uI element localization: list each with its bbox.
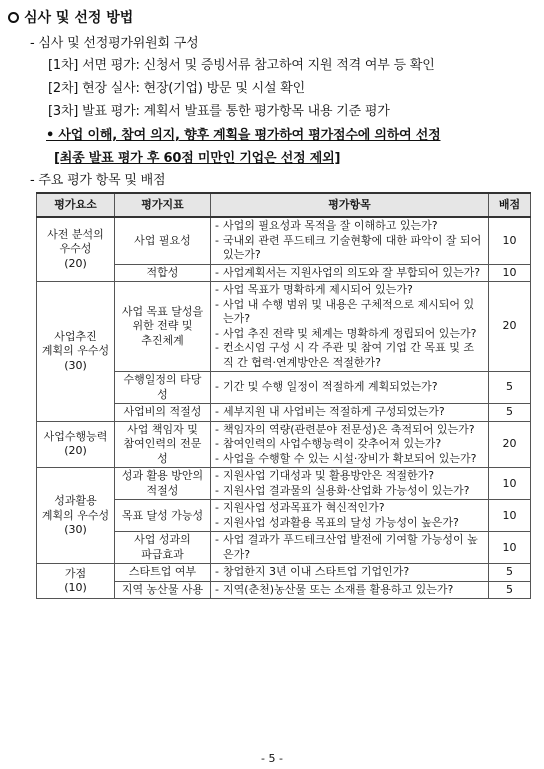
table-body — [37, 217, 531, 599]
evaluation-score: 10 — [489, 468, 531, 500]
dash-bullet-icon: - — [215, 326, 219, 340]
evaluation-indicator: 스타트업 여부 — [115, 564, 211, 582]
dash-bullet-icon: - — [215, 582, 219, 596]
dash-bullet-icon: - — [215, 422, 219, 436]
evaluation-table — [36, 192, 531, 599]
evaluation-element: 가점 (10) — [37, 564, 115, 599]
evaluation-item — [215, 266, 484, 281]
evaluation-item-text: 사업의 필요성과 목적을 잘 이해하고 있는가? — [222, 219, 438, 232]
evaluation-item-text: 창업한지 3년 이내 스타트업 기업인가? — [222, 565, 410, 579]
evaluation-items — [211, 500, 489, 532]
dash-bullet-icon: - — [215, 265, 219, 279]
evaluation-item — [215, 219, 484, 234]
evaluation-score: 5 — [489, 581, 531, 599]
evaluation-score: 10 — [489, 532, 531, 564]
evaluation-item — [215, 327, 484, 342]
evaluation-indicator: 사업비의 적절성 — [115, 404, 211, 422]
stage1-line: [1차] 서면 평가: 신청서 및 증빙서류 참고하여 지원 적격 여부 등 확인 — [48, 58, 435, 73]
evaluation-indicator: 사업 필요성 — [115, 217, 211, 264]
evaluation-item-text: 사업 내 수행 범위 및 내용은 구체적으로 제시되어 있는가? — [222, 297, 475, 326]
evaluation-item — [215, 484, 484, 499]
evaluation-item-text: 사업 추진 전략 및 체계는 명확하게 정립되어 있는가? — [222, 326, 477, 340]
evaluation-item-text: 사업계획서는 지원사업의 의도와 잘 부합되어 있는가? — [222, 265, 481, 279]
evaluation-item — [215, 298, 484, 327]
table-row — [37, 282, 531, 372]
dash-bullet-icon: - — [215, 437, 219, 451]
evaluation-item-text: 지원사업 기대성과 및 활용방안은 적절한가? — [222, 469, 435, 483]
evaluation-indicator: 사업 목표 달성을 위한 전략 및 추진체계 — [115, 282, 211, 372]
evaluation-item-text: 지원사업 결과물의 실용화·산업화 가능성이 있는가? — [222, 483, 470, 497]
evaluation-item-text: 국내외 관련 푸드테크 기술현황에 대한 파악이 잘 되어 있는가? — [222, 233, 482, 262]
evaluation-items — [211, 282, 489, 372]
evaluation-item — [215, 234, 484, 263]
dash-bullet-icon: - — [215, 380, 219, 394]
evaluation-item — [215, 516, 484, 531]
evaluation-item-text: 책임자의 역량(관련분야 전문성)은 축적되어 있는가? — [222, 422, 475, 436]
evaluation-item — [215, 437, 484, 452]
evaluation-score: 5 — [489, 564, 531, 582]
evaluation-item-text: 사업 결과가 푸드테크산업 발전에 기여할 가능성이 높은가? — [222, 533, 478, 561]
committee-line: - 심사 및 선정평가위원회 구성 — [30, 36, 199, 51]
header-element: 평가요소 — [37, 193, 115, 217]
table-row — [37, 468, 531, 500]
evaluation-score: 5 — [489, 404, 531, 422]
evaluation-indicator: 적합성 — [115, 264, 211, 282]
stage3-line: [3차] 발표 평가: 계획서 발표를 통한 평가항목 내용 기준 평가 — [48, 104, 390, 119]
evaluation-item — [215, 283, 484, 298]
table-header-row — [37, 193, 531, 217]
evaluation-element: 성과활용 계획의 우수성 (30) — [37, 468, 115, 564]
evaluation-score: 10 — [489, 264, 531, 282]
evaluation-item-text: 지원사업 성과활용 목표의 달성 가능성이 높은가? — [222, 515, 459, 529]
header-score: 배점 — [489, 193, 531, 217]
header-items: 평가항목 — [211, 193, 489, 217]
evaluation-items — [211, 372, 489, 404]
evaluation-indicator: 성과 활용 방안의 적절성 — [115, 468, 211, 500]
selection-criteria-line: • 사업 이해, 참여 의지, 향후 계획을 평가하여 평가점수에 의하여 선정 — [46, 128, 441, 143]
evaluation-items — [211, 468, 489, 500]
dash-bullet-icon: - — [215, 483, 219, 497]
dash-bullet-icon: - — [215, 405, 219, 419]
circle-bullet-icon — [8, 12, 19, 23]
evaluation-score: 20 — [489, 282, 531, 372]
section-heading — [8, 7, 133, 27]
evaluation-items — [211, 421, 489, 468]
dash-bullet-icon: - — [215, 297, 219, 311]
evaluation-items — [211, 217, 489, 264]
table-row — [37, 564, 531, 582]
evaluation-element: 사업수행능력 (20) — [37, 421, 115, 468]
dash-bullet-icon: - — [215, 219, 219, 232]
evaluation-item-text: 컨소시엄 구성 시 각 주관 및 참여 기업 간 목표 및 조직 간 협력·연계방안은 적절한가? — [222, 341, 474, 369]
evaluation-items — [211, 581, 489, 599]
evaluation-items — [211, 264, 489, 282]
evaluation-item — [215, 380, 484, 395]
evaluation-item-text: 참여인력의 사업수행능력이 갖추어져 있는가? — [222, 437, 442, 451]
dash-bullet-icon: - — [215, 515, 219, 529]
dash-bullet-icon: - — [215, 233, 219, 247]
dash-bullet-icon: - — [215, 533, 219, 547]
table-row — [37, 217, 531, 264]
page-number: - 5 - — [261, 752, 283, 765]
dash-bullet-icon: - — [215, 451, 219, 465]
dash-bullet-icon: - — [215, 565, 219, 579]
evaluation-score: 10 — [489, 500, 531, 532]
evaluation-items — [211, 404, 489, 422]
dash-bullet-icon: - — [215, 341, 219, 355]
evaluation-items — [211, 564, 489, 582]
dash-bullet-icon: - — [215, 501, 219, 515]
evaluation-item — [215, 565, 484, 580]
evaluation-indicator: 지역 농산물 사용 — [115, 581, 211, 599]
evaluation-item — [215, 405, 484, 420]
evaluation-item — [215, 533, 484, 562]
table-row — [37, 421, 531, 468]
evaluation-item — [215, 452, 484, 467]
dash-bullet-icon: - — [215, 469, 219, 483]
evaluation-indicator: 사업 책임자 및 참여인력의 전문성 — [115, 421, 211, 468]
evaluation-score: 20 — [489, 421, 531, 468]
stage2-line: [2차] 현장 실사: 현장(기업) 방문 및 시설 확인 — [48, 81, 305, 96]
evaluation-item-text: 기간 및 수행 일정이 적절하게 계획되었는가? — [222, 380, 438, 394]
evaluation-score: 10 — [489, 217, 531, 264]
evaluation-indicator: 목표 달성 가능성 — [115, 500, 211, 532]
section-title: 심사 및 선정 방법 — [24, 10, 134, 26]
evaluation-indicator: 수행일정의 타당성 — [115, 372, 211, 404]
evaluation-item — [215, 423, 484, 438]
evaluation-item — [215, 469, 484, 484]
evaluation-item — [215, 341, 484, 370]
evaluation-element: 사업추진 계획의 우수성 (30) — [37, 282, 115, 422]
evaluation-item-text: 사업을 수행할 수 있는 시설·장비가 확보되어 있는가? — [222, 451, 477, 465]
evaluation-item-text: 지역(춘천)농산물 또는 소재를 활용하고 있는가? — [222, 582, 454, 596]
table-intro-line: - 주요 평가 항목 및 배점 — [30, 173, 166, 188]
evaluation-indicator: 사업 성과의 파급효과 — [115, 532, 211, 564]
evaluation-item — [215, 501, 484, 516]
evaluation-items — [211, 532, 489, 564]
evaluation-item — [215, 583, 484, 598]
evaluation-score: 5 — [489, 372, 531, 404]
evaluation-item-text: 사업 목표가 명확하게 제시되어 있는가? — [222, 283, 413, 297]
evaluation-element: 사전 분석의 우수성 (20) — [37, 217, 115, 282]
evaluation-item-text: 지원사업 성과목표가 혁신적인가? — [222, 501, 385, 515]
evaluation-item-text: 세부지원 내 사업비는 적절하게 구성되었는가? — [222, 405, 445, 419]
header-indicator: 평가지표 — [115, 193, 211, 217]
dash-bullet-icon: - — [215, 283, 219, 297]
cutoff-line: [최종 발표 평가 후 60점 미만인 기업은 선정 제외] — [54, 151, 341, 166]
